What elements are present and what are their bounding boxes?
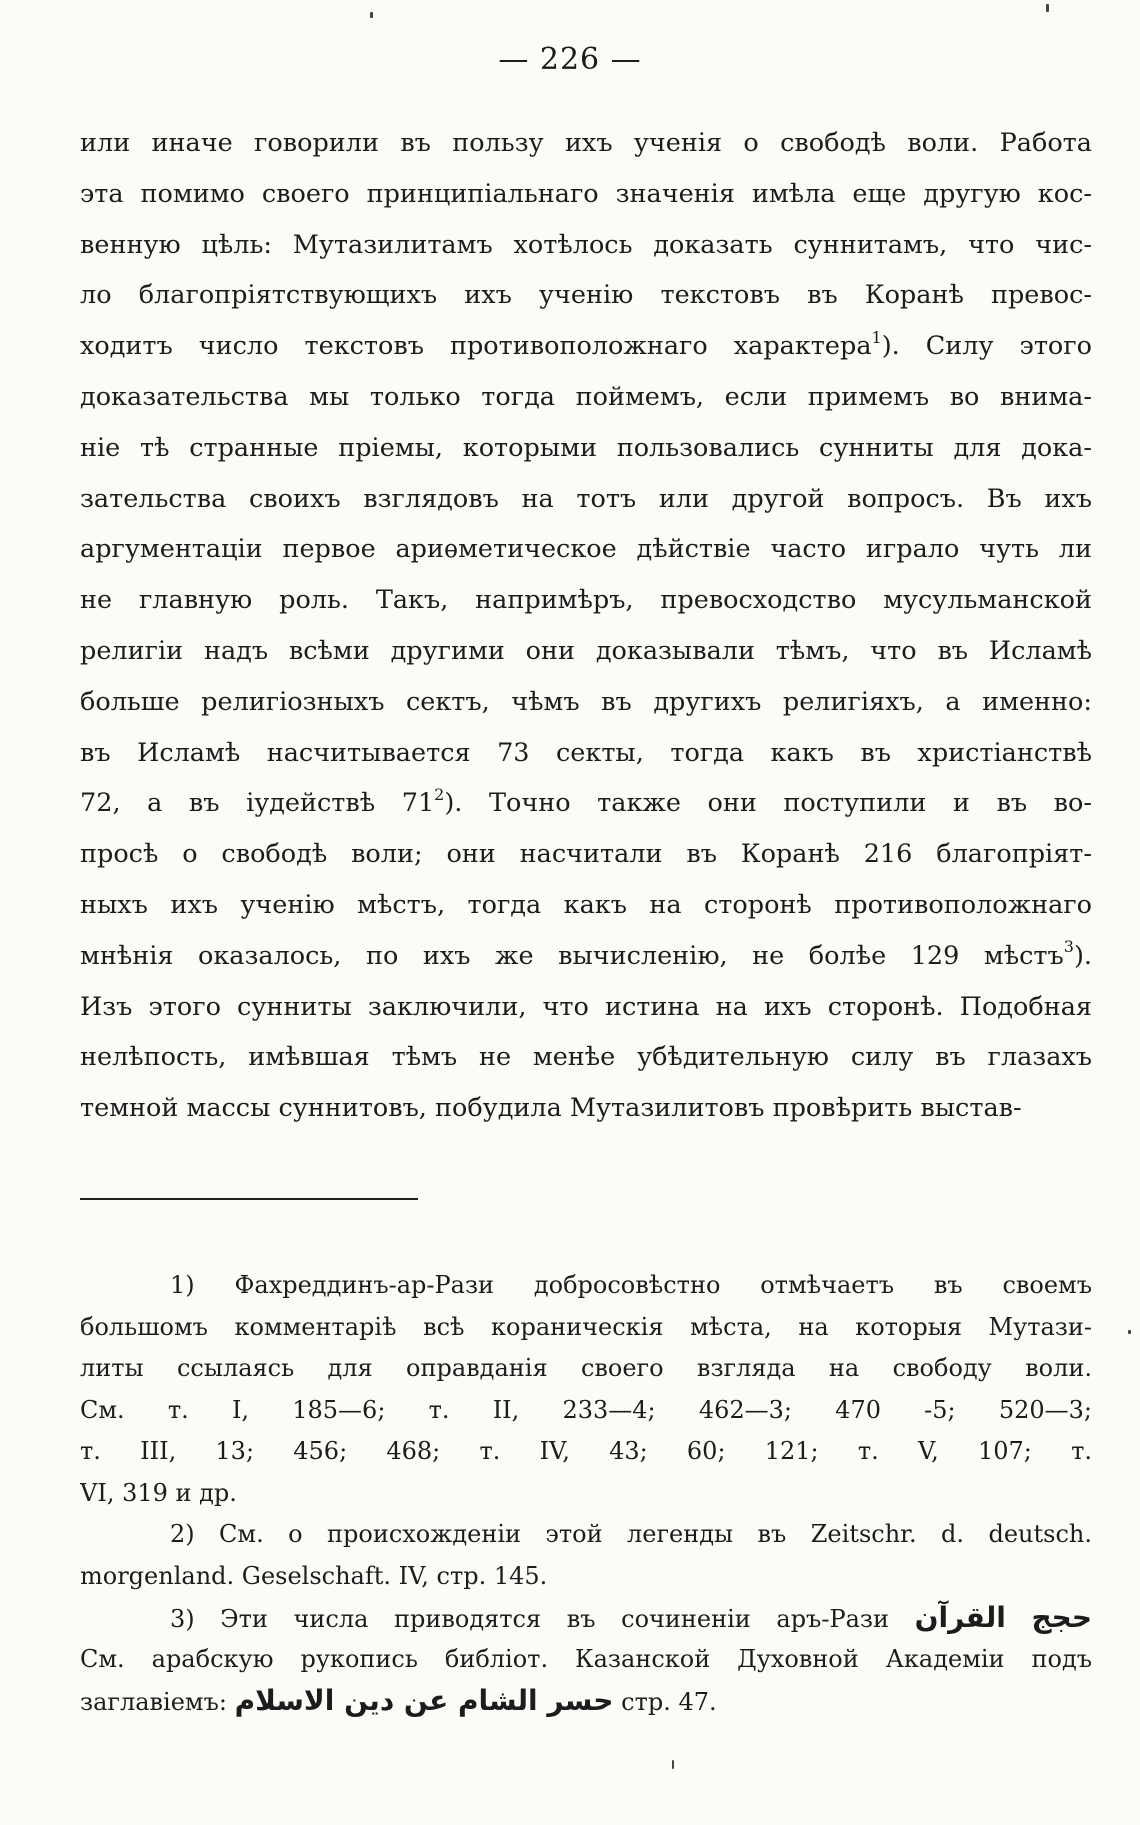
text-line <box>80 778 1092 829</box>
arabic-title-part-2: حجج <box>1031 1601 1092 1634</box>
footnote-1-line: литы ссылаясь для оправданія своего взгляда на свободу воли. <box>80 1354 1092 1382</box>
text-segment: ). Точно также они поступили и въ во- <box>444 788 1092 819</box>
scan-speck <box>672 1760 674 1769</box>
footnote-divider <box>80 1198 418 1200</box>
text-line <box>80 321 1092 372</box>
footnote-3-page: стр. 47. <box>621 1688 717 1716</box>
footnote-1-line: т. III, 13; 456; 468; т. IV, 43; 60; 121; т. V, 107; т. <box>80 1437 1092 1465</box>
footnote-3-line <box>80 1680 1092 1722</box>
scan-speck <box>1128 1330 1131 1334</box>
text-line: или иначе говорили въ пользу ихъ ученія о свободѣ воли. Работа <box>80 128 1092 158</box>
footnote-ref-3: 3 <box>1063 937 1074 957</box>
footnote-ref-2: 2 <box>434 784 445 804</box>
text-line: ло благопріятствующихъ ихъ ученію текстовъ въ Коранѣ превос- <box>80 280 1092 311</box>
text-line: ныхъ ихъ ученію мѣстъ, тогда какъ на сторонѣ противоположнаго <box>80 889 1092 920</box>
text-line: ніе тѣ странные пріемы, которыми пользовались сунниты для дока- <box>80 432 1092 463</box>
text-line: венную цѣль: Мутазилитамъ хотѣлось доказать суннитамъ, что чис- <box>80 229 1092 260</box>
text-segment: ). Силу этого <box>881 331 1092 362</box>
footnotes <box>80 1265 1092 1722</box>
footnote-2-line: morgenland. Geselschaft. IV, стр. 145. <box>80 1561 548 1590</box>
arabic-title-part-1: القرآن <box>914 1601 1006 1634</box>
text-line: доказательства мы только тогда поймемъ, если примемъ во внима- <box>80 381 1092 412</box>
text-line: не главную роль. Такъ, напримѣръ, превосходство мусульманской <box>80 585 1092 616</box>
main-text <box>80 118 1092 1134</box>
footnote-3-line <box>80 1597 1092 1639</box>
footnote-3-line: См. арабскую рукопись библіот. Казанской Духовной Академіи подъ <box>80 1644 1092 1673</box>
text-segment: ходитъ число текстовъ противоположнаго характера <box>80 331 872 362</box>
text-line: зательства своихъ взглядовъ на тотъ или другой вопросъ. Въ ихъ <box>80 483 1092 514</box>
text-segment: ). <box>1073 940 1092 971</box>
text-line: просѣ о свободѣ воли; они насчитали въ Коранѣ 216 благопріят- <box>80 839 1092 870</box>
footnote-3-text: заглавіемъ: <box>80 1688 227 1716</box>
text-line: нелѣпость, имѣвшая тѣмъ не менѣе убѣдительную силу въ глазахъ <box>80 1042 1092 1073</box>
text-segment: мнѣнія оказалось, по ихъ же вычисленію, не болѣе 129 мѣстъ <box>80 940 1064 971</box>
text-line: аргументаціи первое ариѳметическое дѣйствіе часто играло чуть ли <box>80 534 1092 565</box>
footnote-1-line: VI, 319 и др. <box>80 1478 237 1507</box>
scan-speck <box>1046 4 1049 12</box>
text-line: темной массы суннитовъ, побудила Мутазилитовъ провѣрить выстав- <box>80 1093 1022 1124</box>
page-number: — 226 — <box>498 42 642 77</box>
text-line: въ Исламѣ насчитывается 73 секты, тогда какъ въ христіанствѣ <box>80 737 1092 768</box>
text-segment: 72, а въ іудействѣ 71 <box>80 788 435 819</box>
text-line: религіи надъ всѣми другими они доказывали тѣмъ, что въ Исламѣ <box>80 635 1092 666</box>
text-line <box>80 931 1092 982</box>
text-line: эта помимо своего принципіальнаго значенія имѣла еще другую кос- <box>80 178 1092 209</box>
footnote-2-line: 2) См. о происхожденіи этой легенды въ Zeitschr. d. deutsch. <box>170 1520 1092 1548</box>
footnote-1-line: 1) Фахреддинъ-ар-Рази добросовѣстно отмѣчаетъ въ своемъ <box>170 1271 1092 1299</box>
arabic-manuscript-title: حسر الشام عن دين الاسلام <box>234 1684 614 1717</box>
footnote-3-text: 3) Эти числа приводятся въ сочиненіи аръ-Рази <box>170 1605 889 1633</box>
text-line: Изъ этого сунниты заключили, что истина на ихъ сторонѣ. Подобная <box>80 991 1092 1022</box>
footnote-1-line: большомъ комментаріѣ всѣ кораническія мѣста, на которыя Мутази- <box>80 1312 1092 1341</box>
scan-speck <box>370 12 373 18</box>
text-line: больше религіозныхъ сектъ, чѣмъ въ другихъ религіяхъ, а именно: <box>80 686 1092 717</box>
footnote-ref-1: 1 <box>871 327 882 347</box>
footnote-1-line: См. т. I, 185—6; т. II, 233—4; 462—3; 470 -5; 520—3; <box>80 1395 1092 1424</box>
